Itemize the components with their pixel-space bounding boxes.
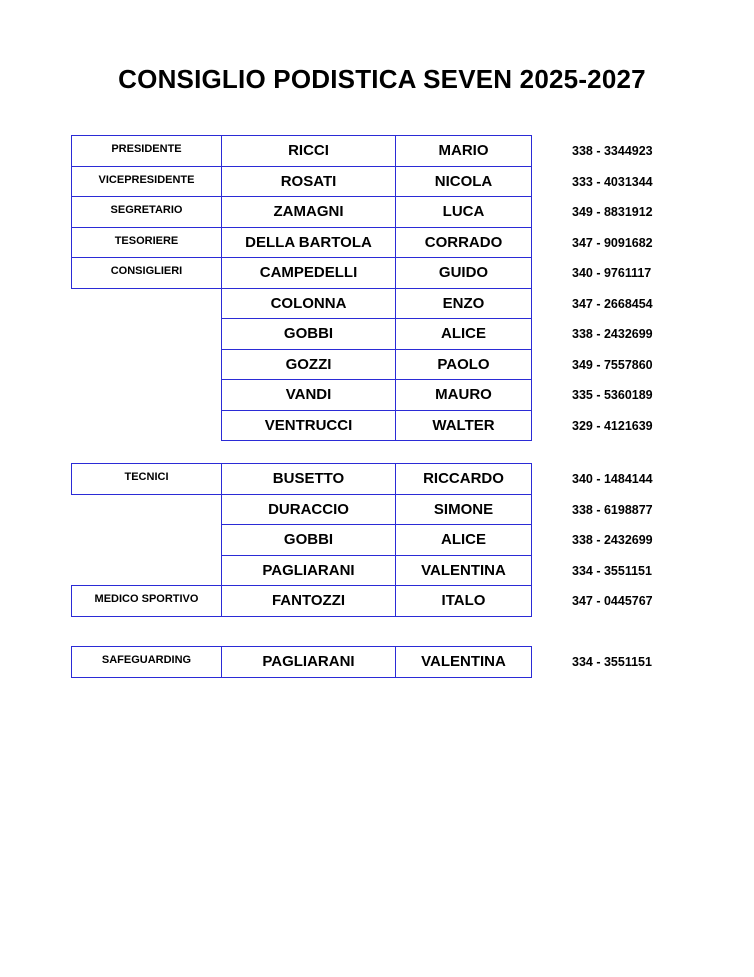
phone-number: 334 - 3551151 bbox=[572, 655, 652, 670]
role-cell: TESORIERE bbox=[71, 227, 222, 259]
role-cell: SEGRETARIO bbox=[71, 196, 222, 228]
phone-number: 340 - 1484144 bbox=[572, 472, 653, 487]
surname-cell: ROSATI bbox=[221, 166, 396, 198]
surname-cell: PAGLIARANI bbox=[221, 646, 396, 678]
surname-cell: BUSETTO bbox=[221, 463, 396, 495]
role-cell: MEDICO SPORTIVO bbox=[71, 585, 222, 617]
surname-cell: GOBBI bbox=[221, 318, 396, 350]
first-name-cell: ALICE bbox=[395, 524, 532, 556]
page-title: CONSIGLIO PODISTICA SEVEN 2025-2027 bbox=[118, 64, 646, 94]
surname-cell: VENTRUCCI bbox=[221, 410, 396, 442]
surname-cell: VANDI bbox=[221, 379, 396, 411]
surname-cell: GOZZI bbox=[221, 349, 396, 381]
first-name-cell: MARIO bbox=[395, 135, 532, 167]
first-name-cell: VALENTINA bbox=[395, 646, 532, 678]
surname-cell: DURACCIO bbox=[221, 494, 396, 526]
phone-number: 329 - 4121639 bbox=[572, 418, 653, 433]
role-cell: VICEPRESIDENTE bbox=[71, 166, 222, 198]
phone-number: 338 - 3344923 bbox=[572, 144, 653, 159]
first-name-cell: GUIDO bbox=[395, 257, 532, 289]
surname-cell: FANTOZZI bbox=[221, 585, 396, 617]
phone-number: 338 - 2432699 bbox=[572, 533, 653, 548]
first-name-cell: WALTER bbox=[395, 410, 532, 442]
phone-number: 333 - 4031344 bbox=[572, 174, 653, 189]
phone-number: 334 - 3551151 bbox=[572, 563, 652, 578]
first-name-cell: LUCA bbox=[395, 196, 532, 228]
first-name-cell: ITALO bbox=[395, 585, 532, 617]
phone-number: 349 - 7557860 bbox=[572, 357, 653, 372]
first-name-cell: CORRADO bbox=[395, 227, 532, 259]
role-cell: PRESIDENTE bbox=[71, 135, 222, 167]
first-name-cell: ENZO bbox=[395, 288, 532, 320]
first-name-cell: NICOLA bbox=[395, 166, 532, 198]
role-cell: SAFEGUARDING bbox=[71, 646, 222, 678]
phone-number: 347 - 9091682 bbox=[572, 235, 653, 250]
first-name-cell: RICCARDO bbox=[395, 463, 532, 495]
phone-number: 335 - 5360189 bbox=[572, 388, 653, 403]
phone-number: 338 - 6198877 bbox=[572, 502, 653, 517]
first-name-cell: MAURO bbox=[395, 379, 532, 411]
phone-number: 338 - 2432699 bbox=[572, 327, 653, 342]
role-cell: TECNICI bbox=[71, 463, 222, 495]
surname-cell: COLONNA bbox=[221, 288, 396, 320]
surname-cell: PAGLIARANI bbox=[221, 555, 396, 587]
surname-cell: RICCI bbox=[221, 135, 396, 167]
surname-cell: DELLA BARTOLA bbox=[221, 227, 396, 259]
phone-number: 347 - 2668454 bbox=[572, 296, 653, 311]
phone-number: 347 - 0445767 bbox=[572, 594, 653, 609]
phone-number: 340 - 9761117 bbox=[572, 266, 652, 281]
first-name-cell: VALENTINA bbox=[395, 555, 532, 587]
phone-number: 349 - 8831912 bbox=[572, 205, 653, 220]
first-name-cell: ALICE bbox=[395, 318, 532, 350]
role-cell: CONSIGLIERI bbox=[71, 257, 222, 289]
first-name-cell: PAOLO bbox=[395, 349, 532, 381]
surname-cell: CAMPEDELLI bbox=[221, 257, 396, 289]
first-name-cell: SIMONE bbox=[395, 494, 532, 526]
surname-cell: ZAMAGNI bbox=[221, 196, 396, 228]
surname-cell: GOBBI bbox=[221, 524, 396, 556]
